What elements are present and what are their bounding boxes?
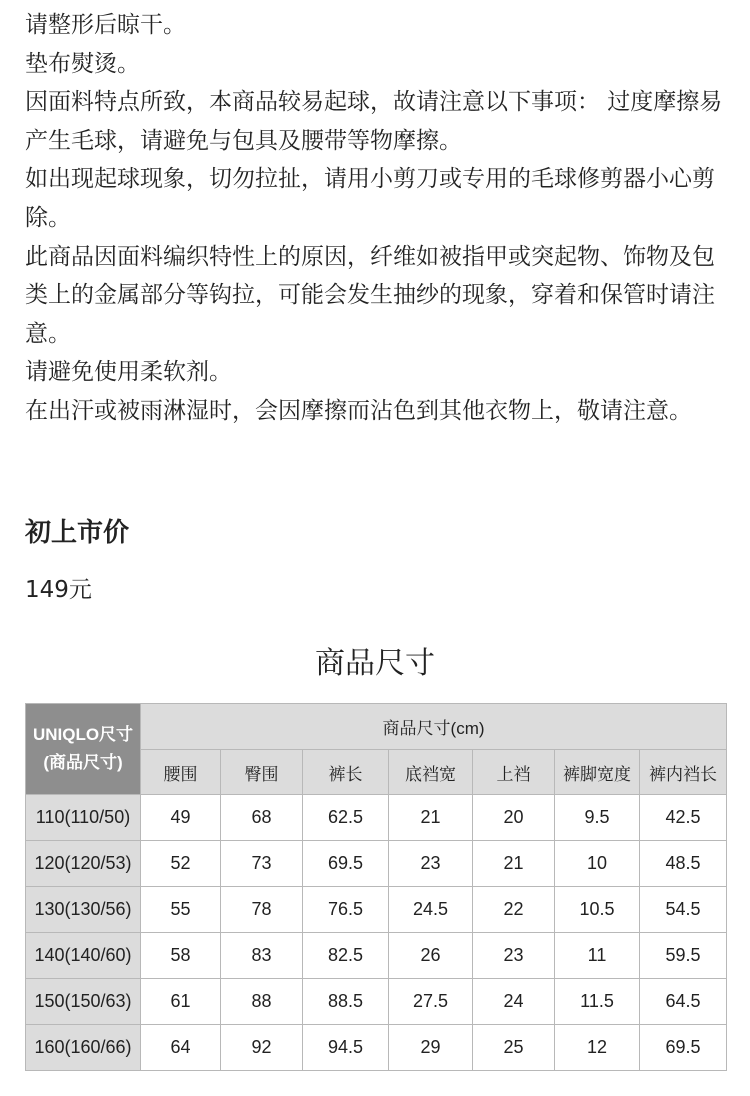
table-cell: 11 xyxy=(555,933,640,979)
table-cell: 26 xyxy=(389,933,473,979)
table-cell: 42.5 xyxy=(640,795,727,841)
size-label: 160(160/66) xyxy=(26,1025,141,1071)
table-cell: 59.5 xyxy=(640,933,727,979)
corner-line-1: UNIQLO尺寸 xyxy=(32,725,134,744)
table-cell: 88.5 xyxy=(303,979,389,1025)
care-note: 请整形后晾干。 xyxy=(25,12,186,38)
table-cell: 49 xyxy=(141,795,221,841)
table-cell: 52 xyxy=(141,841,221,887)
column-header: 臀围 xyxy=(221,750,303,795)
size-label: 120(120/53) xyxy=(26,841,141,887)
table-cell: 22 xyxy=(473,887,555,933)
table-cell: 24.5 xyxy=(389,887,473,933)
column-header: 裤脚宽度 xyxy=(555,750,640,795)
care-note: 垫布熨烫。 xyxy=(25,50,140,77)
size-chart-title: 商品尺寸 xyxy=(315,646,435,681)
care-instructions xyxy=(25,6,729,431)
table-cell: 78 xyxy=(221,887,303,933)
price-value: 149元 xyxy=(25,577,92,603)
table-cell: 48.5 xyxy=(640,841,727,887)
table-cell: 25 xyxy=(473,1025,555,1071)
table-row xyxy=(26,933,727,979)
table-cell: 64.5 xyxy=(640,979,727,1025)
table-cell: 64 xyxy=(141,1025,221,1071)
care-note: 请避免使用柔软剂。 xyxy=(25,359,232,386)
price-heading: 初上市价 xyxy=(25,518,130,548)
table-cell: 9.5 xyxy=(555,795,640,841)
column-header: 底裆宽 xyxy=(389,750,473,795)
size-label: 140(140/60) xyxy=(26,933,141,979)
group-header: 商品尺寸(cm) xyxy=(141,704,727,750)
table-cell: 92 xyxy=(221,1025,303,1071)
table-cell: 54.5 xyxy=(640,887,727,933)
table-cell: 69.5 xyxy=(640,1025,727,1071)
table-cell: 23 xyxy=(389,841,473,887)
table-cell: 83 xyxy=(221,933,303,979)
table-cell: 69.5 xyxy=(303,841,389,887)
table-cell: 94.5 xyxy=(303,1025,389,1071)
table-row xyxy=(26,841,727,887)
care-note: 如出现起球现象，切勿拉扯，请用小剪刀或专用的毛球修剪器小心剪除。 xyxy=(25,166,715,231)
table-cell: 61 xyxy=(141,979,221,1025)
size-label: 150(150/63) xyxy=(26,979,141,1025)
table-row xyxy=(26,795,727,841)
table-cell: 68 xyxy=(221,795,303,841)
table-cell: 11.5 xyxy=(555,979,640,1025)
table-cell: 62.5 xyxy=(303,795,389,841)
column-header: 裤长 xyxy=(303,750,389,795)
table-cell: 10.5 xyxy=(555,887,640,933)
column-header: 裤内裆长 xyxy=(640,750,727,795)
column-header: 腰围 xyxy=(141,750,221,795)
table-cell: 27.5 xyxy=(389,979,473,1025)
table-row xyxy=(26,887,727,933)
table-cell: 12 xyxy=(555,1025,640,1071)
table-cell: 23 xyxy=(473,933,555,979)
table-cell: 21 xyxy=(389,795,473,841)
table-cell: 73 xyxy=(221,841,303,887)
column-header: 上裆 xyxy=(473,750,555,795)
care-note: 在出汗或被雨淋湿时，会因摩擦而沾色到其他衣物上，敬请注意。 xyxy=(25,397,692,424)
table-cell: 82.5 xyxy=(303,933,389,979)
table-cell: 76.5 xyxy=(303,887,389,933)
table-cell: 10 xyxy=(555,841,640,887)
table-cell: 24 xyxy=(473,979,555,1025)
size-label: 110(110/50) xyxy=(26,795,141,841)
table-cell: 20 xyxy=(473,795,555,841)
size-label: 130(130/56) xyxy=(26,887,141,933)
table-cell: 88 xyxy=(221,979,303,1025)
table-cell: 21 xyxy=(473,841,555,887)
table-cell: 55 xyxy=(141,887,221,933)
table-row xyxy=(26,1025,727,1071)
table-cell: 29 xyxy=(389,1025,473,1071)
corner-line-2: (商品尺寸) xyxy=(43,753,123,772)
size-corner-header xyxy=(26,704,141,795)
care-note: 此商品因面料编织特性上的原因，纤维如被指甲或突起物、饰物及包类上的金属部分等钩拉，可能会发生抽纱的现象，穿着和保管时请注意。 xyxy=(25,243,715,347)
table-cell: 58 xyxy=(141,933,221,979)
care-note: 因面料特点所致，本商品较易起球，故请注意以下事项： 过度摩擦易产生毛球，请避免与包具及腰带等物摩擦。 xyxy=(25,89,723,154)
size-table xyxy=(25,703,727,1071)
table-row xyxy=(26,979,727,1025)
